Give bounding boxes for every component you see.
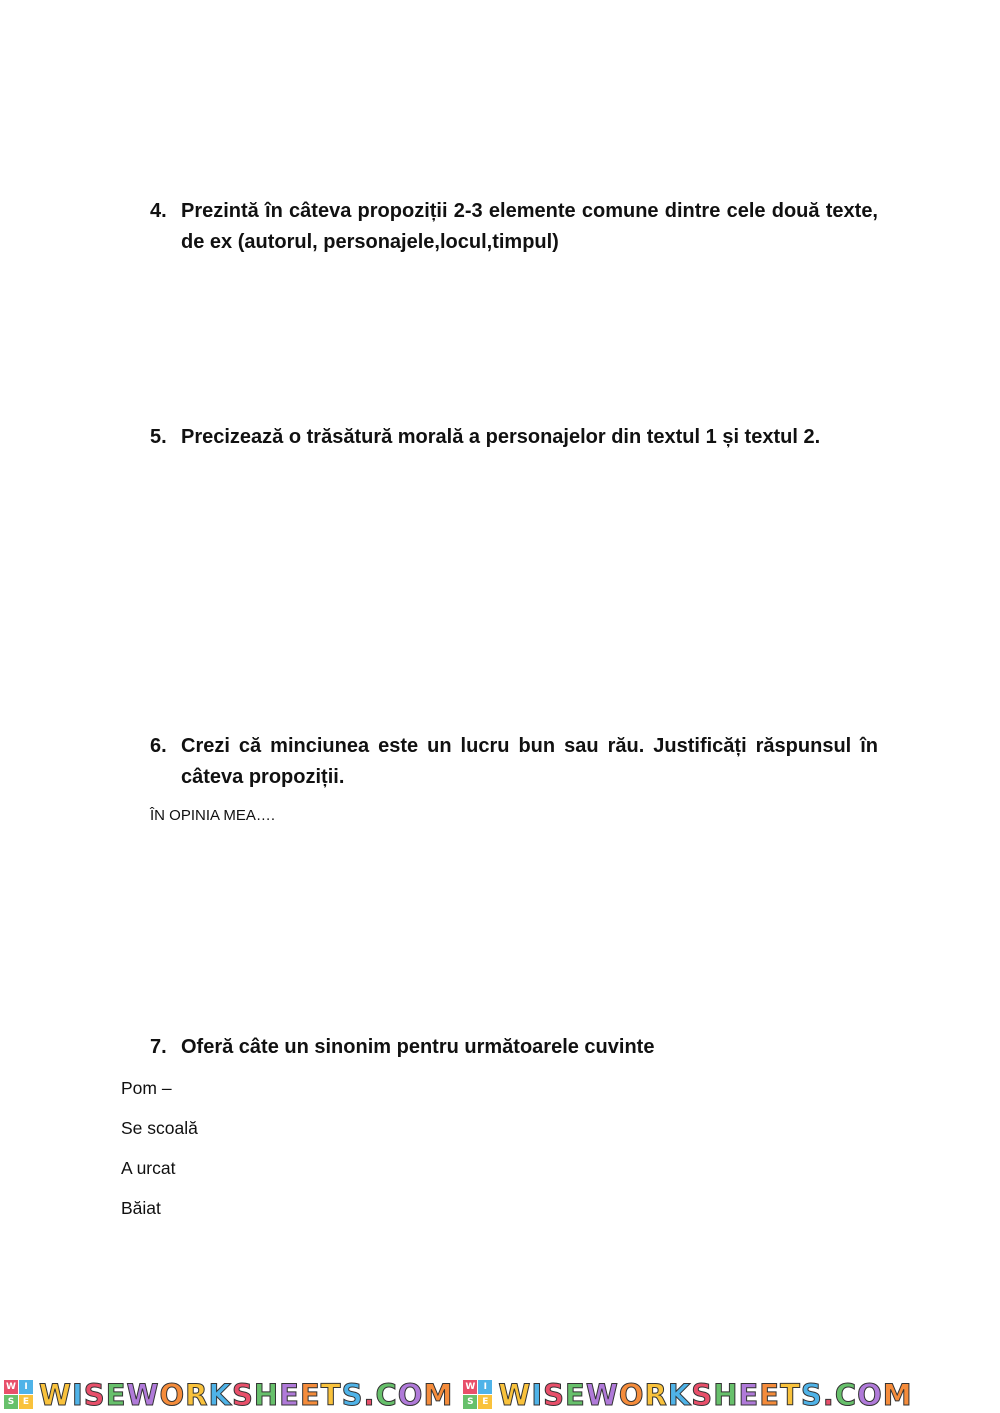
question-text: Precizează o trăsătură morală a personajelor din textul 1 și textul 2. — [181, 426, 821, 448]
logo-letter: E — [19, 1395, 33, 1409]
logo-icon — [4, 1380, 33, 1409]
opinion-prompt: ÎN OPINIA MEA…. — [150, 807, 276, 824]
logo-letter: S — [463, 1395, 477, 1409]
footer-watermark — [0, 1376, 1000, 1413]
word-item: A urcat — [121, 1158, 176, 1178]
question-6 — [150, 731, 878, 793]
logo-icon — [463, 1380, 492, 1409]
footer-brand-block — [459, 1378, 912, 1412]
question-number: 4. — [150, 200, 167, 222]
question-7 — [150, 1032, 878, 1063]
question-4 — [150, 196, 878, 258]
brand-text: WISEWORKSHEETS.COM — [498, 1377, 913, 1412]
word-item: Pom – — [121, 1078, 172, 1098]
logo-letter: I — [478, 1380, 492, 1394]
question-text: Oferă câte un sinonim pentru următoarele cuvinte — [181, 1036, 655, 1058]
word-item: Se scoală — [121, 1118, 198, 1138]
question-text: Crezi că minciunea este un lucru bun sau rău. Justificăți răspunsul în câteva propoziții. — [181, 735, 878, 788]
question-number: 6. — [150, 735, 167, 757]
question-number: 5. — [150, 426, 167, 448]
logo-letter: W — [463, 1380, 477, 1394]
word-item: Băiat — [121, 1198, 161, 1218]
brand-text: WISEWORKSHEETS.COM — [39, 1377, 454, 1412]
logo-letter: I — [19, 1380, 33, 1394]
question-5 — [150, 422, 878, 453]
logo-letter: E — [478, 1395, 492, 1409]
logo-letter: W — [4, 1380, 18, 1394]
question-number: 7. — [150, 1036, 167, 1058]
logo-letter: S — [4, 1395, 18, 1409]
question-text: Prezintă în câteva propoziții 2-3 elemente comune dintre cele două texte, de ex (autorul, personajele,locul,timpul) — [181, 200, 878, 253]
footer-brand-block — [0, 1378, 453, 1412]
